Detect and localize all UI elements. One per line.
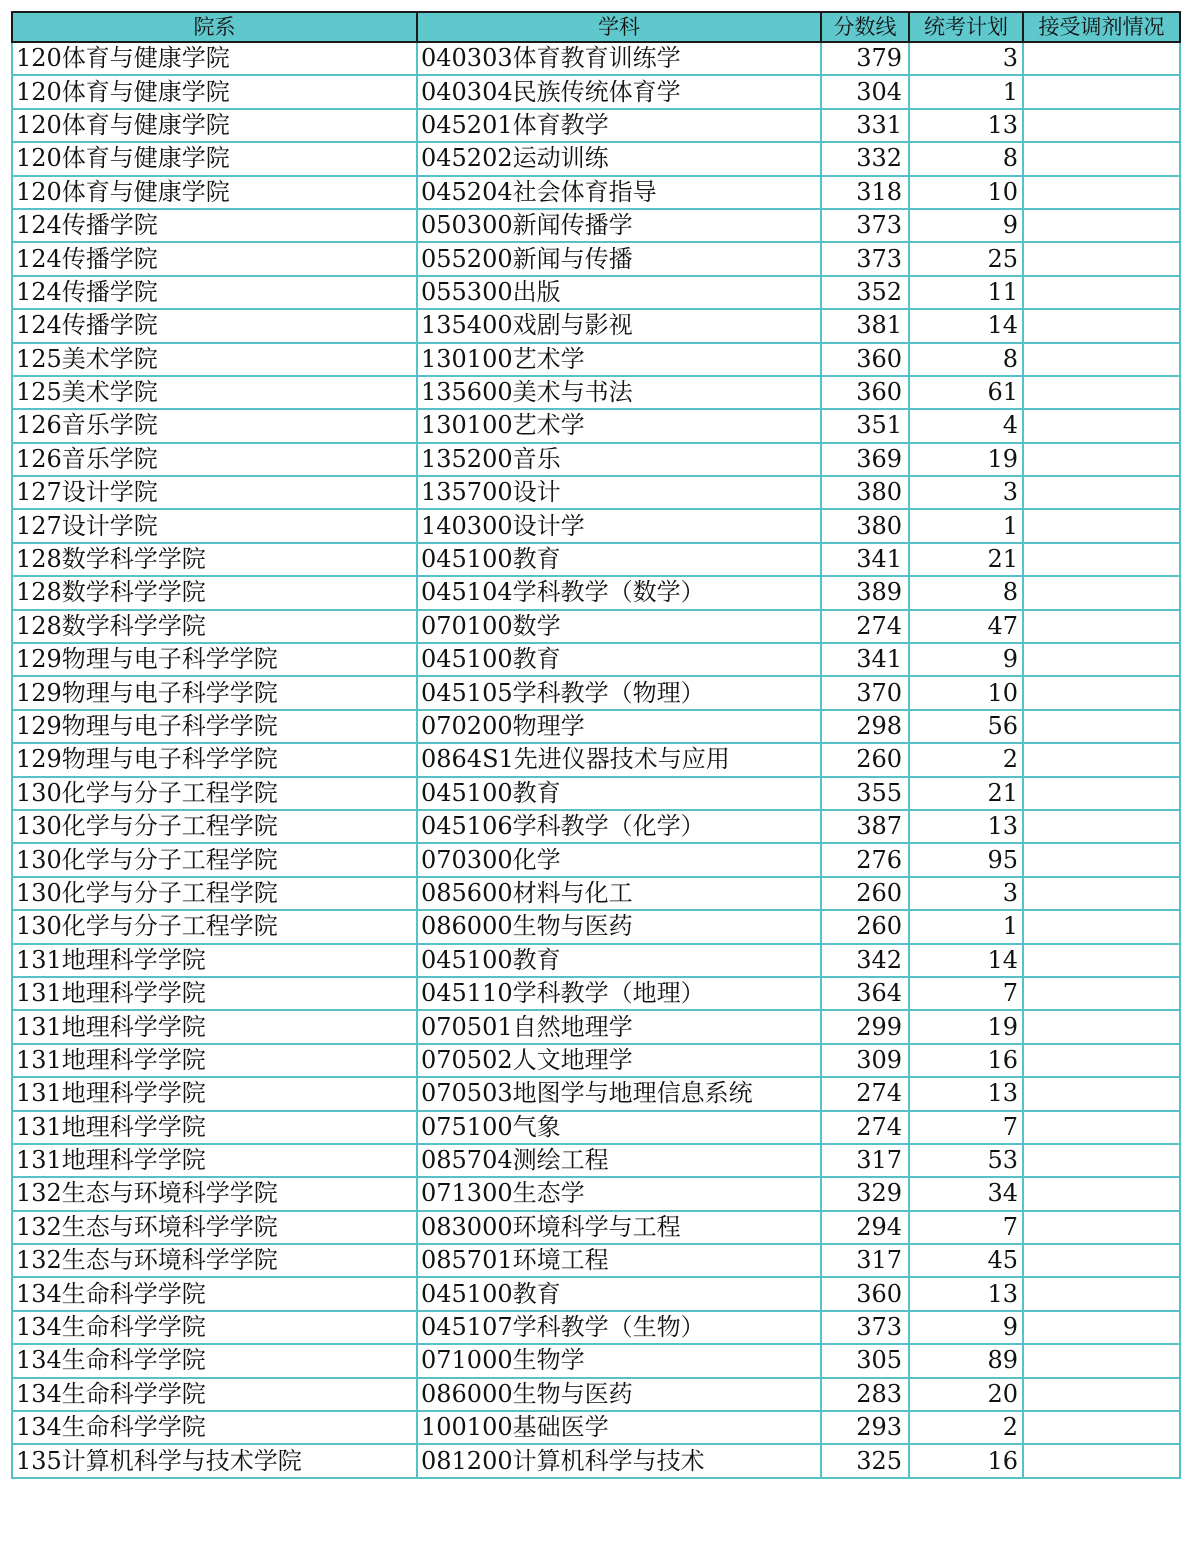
plan-cell[interactable]: 7 <box>909 1111 1023 1144</box>
adjustment-cell[interactable] <box>1023 944 1180 977</box>
score-cell[interactable]: 355 <box>821 777 909 810</box>
department-cell[interactable]: 134生命科学学院 <box>12 1311 417 1344</box>
department-cell[interactable]: 132生态与环境科学学院 <box>12 1244 417 1277</box>
plan-cell[interactable]: 56 <box>909 710 1023 743</box>
score-cell[interactable]: 341 <box>821 643 909 676</box>
table-row <box>12 1411 1180 1444</box>
table-row <box>12 242 1180 275</box>
subject-cell[interactable]: 071000生物学 <box>417 1344 821 1377</box>
table-row <box>12 75 1180 108</box>
plan-cell[interactable]: 1 <box>909 75 1023 108</box>
plan-cell[interactable]: 2 <box>909 743 1023 776</box>
header-adjustment[interactable]: 接受调剂情况 <box>1023 12 1180 42</box>
adjustment-cell[interactable] <box>1023 1277 1180 1310</box>
table-row <box>12 1344 1180 1377</box>
table-row <box>12 276 1180 309</box>
department-cell[interactable]: 128数学科学学院 <box>12 543 417 576</box>
department-cell[interactable]: 130化学与分子工程学院 <box>12 843 417 876</box>
subject-cell[interactable]: 075100气象 <box>417 1111 821 1144</box>
plan-cell[interactable]: 53 <box>909 1144 1023 1177</box>
table-row <box>12 1277 1180 1310</box>
department-cell[interactable]: 130化学与分子工程学院 <box>12 810 417 843</box>
score-cell[interactable]: 276 <box>821 843 909 876</box>
department-cell[interactable]: 130化学与分子工程学院 <box>12 910 417 943</box>
table-row <box>12 1211 1180 1244</box>
table-row <box>12 142 1180 175</box>
adjustment-cell[interactable] <box>1023 1010 1180 1043</box>
adjustment-cell[interactable] <box>1023 1378 1180 1411</box>
subject-cell[interactable]: 070200物理学 <box>417 710 821 743</box>
subject-cell[interactable]: 083000环境科学与工程 <box>417 1211 821 1244</box>
subject-cell[interactable]: 135700设计 <box>417 476 821 509</box>
plan-cell[interactable]: 14 <box>909 309 1023 342</box>
subject-cell[interactable]: 070100数学 <box>417 610 821 643</box>
score-cell[interactable]: 317 <box>821 1244 909 1277</box>
score-cell[interactable]: 329 <box>821 1177 909 1210</box>
subject-cell[interactable]: 070300化学 <box>417 843 821 876</box>
score-cell[interactable]: 305 <box>821 1344 909 1377</box>
subject-cell[interactable]: 086000生物与医药 <box>417 910 821 943</box>
table-row <box>12 944 1180 977</box>
table-row <box>12 1311 1180 1344</box>
plan-cell[interactable]: 10 <box>909 176 1023 209</box>
subject-cell[interactable]: 045105学科教学（物理） <box>417 676 821 709</box>
adjustment-cell[interactable] <box>1023 476 1180 509</box>
department-cell[interactable]: 125美术学院 <box>12 343 417 376</box>
score-cell[interactable]: 299 <box>821 1010 909 1043</box>
adjustment-cell[interactable] <box>1023 276 1180 309</box>
score-cell[interactable]: 293 <box>821 1411 909 1444</box>
adjustment-cell[interactable] <box>1023 777 1180 810</box>
table-row <box>12 843 1180 876</box>
score-cell[interactable]: 360 <box>821 1277 909 1310</box>
score-cell[interactable]: 274 <box>821 610 909 643</box>
subject-cell[interactable]: 135200音乐 <box>417 443 821 476</box>
score-cell[interactable]: 389 <box>821 576 909 609</box>
adjustment-cell[interactable] <box>1023 1211 1180 1244</box>
table-row <box>12 676 1180 709</box>
department-cell[interactable]: 130化学与分子工程学院 <box>12 877 417 910</box>
plan-cell[interactable]: 19 <box>909 1010 1023 1043</box>
subject-cell[interactable]: 040304民族传统体育学 <box>417 75 821 108</box>
table-row <box>12 610 1180 643</box>
table-row <box>12 543 1180 576</box>
adjustment-cell[interactable] <box>1023 743 1180 776</box>
subject-cell[interactable]: 086000生物与医药 <box>417 1378 821 1411</box>
table-row <box>12 309 1180 342</box>
subject-cell[interactable]: 045100教育 <box>417 777 821 810</box>
subject-cell[interactable]: 045104学科教学（数学） <box>417 576 821 609</box>
adjustment-cell[interactable] <box>1023 910 1180 943</box>
subject-cell[interactable]: 071300生态学 <box>417 1177 821 1210</box>
subject-cell[interactable]: 045204社会体育指导 <box>417 176 821 209</box>
table-row <box>12 1177 1180 1210</box>
adjustment-cell[interactable] <box>1023 142 1180 175</box>
table-row <box>12 509 1180 542</box>
plan-cell[interactable]: 21 <box>909 777 1023 810</box>
header-score-line[interactable]: 分数线 <box>821 12 909 42</box>
table-row <box>12 476 1180 509</box>
table-row <box>12 1244 1180 1277</box>
plan-cell[interactable]: 4 <box>909 409 1023 442</box>
adjustment-cell[interactable] <box>1023 1311 1180 1344</box>
plan-cell[interactable]: 9 <box>909 209 1023 242</box>
department-cell[interactable]: 120体育与健康学院 <box>12 176 417 209</box>
subject-cell[interactable]: 100100基础医学 <box>417 1411 821 1444</box>
plan-cell[interactable]: 21 <box>909 543 1023 576</box>
score-cell[interactable]: 380 <box>821 509 909 542</box>
subject-cell[interactable]: 085704测绘工程 <box>417 1144 821 1177</box>
plan-cell[interactable]: 3 <box>909 877 1023 910</box>
plan-cell[interactable]: 11 <box>909 276 1023 309</box>
score-cell[interactable]: 298 <box>821 710 909 743</box>
score-cell[interactable]: 260 <box>821 910 909 943</box>
table-row <box>12 343 1180 376</box>
score-cell[interactable]: 351 <box>821 409 909 442</box>
table-row <box>12 1144 1180 1177</box>
department-cell[interactable]: 125美术学院 <box>12 376 417 409</box>
adjustment-cell[interactable] <box>1023 1411 1180 1444</box>
score-cell[interactable]: 260 <box>821 877 909 910</box>
plan-cell[interactable]: 19 <box>909 443 1023 476</box>
department-cell[interactable]: 128数学科学学院 <box>12 576 417 609</box>
adjustment-cell[interactable] <box>1023 877 1180 910</box>
adjustment-cell[interactable] <box>1023 1244 1180 1277</box>
score-cell[interactable]: 325 <box>821 1444 909 1477</box>
score-cell[interactable]: 380 <box>821 476 909 509</box>
department-cell[interactable]: 131地理科学学院 <box>12 1077 417 1110</box>
subject-cell[interactable]: 135600美术与书法 <box>417 376 821 409</box>
department-cell[interactable]: 134生命科学学院 <box>12 1277 417 1310</box>
department-cell[interactable]: 132生态与环境科学学院 <box>12 1177 417 1210</box>
score-cell[interactable]: 332 <box>821 142 909 175</box>
department-cell[interactable]: 131地理科学学院 <box>12 1144 417 1177</box>
department-cell[interactable]: 126音乐学院 <box>12 409 417 442</box>
score-cell[interactable]: 274 <box>821 1077 909 1110</box>
subject-cell[interactable]: 0864S1先进仪器技术与应用 <box>417 743 821 776</box>
subject-cell[interactable]: 085701环境工程 <box>417 1244 821 1277</box>
header-row <box>12 12 1180 42</box>
score-cell[interactable]: 370 <box>821 676 909 709</box>
adjustment-cell[interactable] <box>1023 376 1180 409</box>
department-cell[interactable]: 124传播学院 <box>12 276 417 309</box>
plan-cell[interactable]: 3 <box>909 42 1023 75</box>
plan-cell[interactable]: 9 <box>909 643 1023 676</box>
adjustment-cell[interactable] <box>1023 576 1180 609</box>
department-cell[interactable]: 132生态与环境科学学院 <box>12 1211 417 1244</box>
score-cell[interactable]: 283 <box>821 1378 909 1411</box>
admission-score-table <box>11 11 1181 1479</box>
department-cell[interactable]: 134生命科学学院 <box>12 1411 417 1444</box>
table-row <box>12 1444 1180 1477</box>
plan-cell[interactable]: 10 <box>909 676 1023 709</box>
score-cell[interactable]: 317 <box>821 1144 909 1177</box>
subject-cell[interactable]: 130100艺术学 <box>417 343 821 376</box>
score-cell[interactable]: 373 <box>821 1311 909 1344</box>
table-row <box>12 1044 1180 1077</box>
plan-cell[interactable]: 89 <box>909 1344 1023 1377</box>
adjustment-cell[interactable] <box>1023 42 1180 75</box>
subject-cell[interactable]: 045201体育教学 <box>417 109 821 142</box>
table-row <box>12 877 1180 910</box>
table-row <box>12 109 1180 142</box>
table-row <box>12 977 1180 1010</box>
adjustment-cell[interactable] <box>1023 343 1180 376</box>
plan-cell[interactable]: 7 <box>909 1211 1023 1244</box>
department-cell[interactable]: 120体育与健康学院 <box>12 142 417 175</box>
plan-cell[interactable]: 8 <box>909 576 1023 609</box>
table-row <box>12 42 1180 75</box>
subject-cell[interactable]: 085600材料与化工 <box>417 877 821 910</box>
adjustment-cell[interactable] <box>1023 977 1180 1010</box>
subject-cell[interactable]: 055200新闻与传播 <box>417 242 821 275</box>
department-cell[interactable]: 124传播学院 <box>12 309 417 342</box>
table-row <box>12 1111 1180 1144</box>
department-cell[interactable]: 135计算机科学与技术学院 <box>12 1444 417 1477</box>
plan-cell[interactable]: 20 <box>909 1378 1023 1411</box>
adjustment-cell[interactable] <box>1023 843 1180 876</box>
department-cell[interactable]: 129物理与电子科学学院 <box>12 710 417 743</box>
table-row <box>12 376 1180 409</box>
adjustment-cell[interactable] <box>1023 1111 1180 1144</box>
adjustment-cell[interactable] <box>1023 676 1180 709</box>
department-cell[interactable]: 129物理与电子科学学院 <box>12 643 417 676</box>
header-subject[interactable]: 学科 <box>417 12 821 42</box>
table-row <box>12 176 1180 209</box>
plan-cell[interactable]: 13 <box>909 1277 1023 1310</box>
plan-cell[interactable]: 13 <box>909 109 1023 142</box>
plan-cell[interactable]: 13 <box>909 810 1023 843</box>
department-cell[interactable]: 131地理科学学院 <box>12 977 417 1010</box>
plan-cell[interactable]: 16 <box>909 1044 1023 1077</box>
department-cell[interactable]: 129物理与电子科学学院 <box>12 743 417 776</box>
adjustment-cell[interactable] <box>1023 710 1180 743</box>
adjustment-cell[interactable] <box>1023 1444 1180 1477</box>
adjustment-cell[interactable] <box>1023 409 1180 442</box>
subject-cell[interactable]: 130100艺术学 <box>417 409 821 442</box>
table-row <box>12 1077 1180 1110</box>
subject-cell[interactable]: 045100教育 <box>417 1277 821 1310</box>
subject-cell[interactable]: 045100教育 <box>417 643 821 676</box>
adjustment-cell[interactable] <box>1023 209 1180 242</box>
header-department[interactable]: 院系 <box>12 12 417 42</box>
adjustment-cell[interactable] <box>1023 109 1180 142</box>
header-plan[interactable]: 统考计划 <box>909 12 1023 42</box>
score-cell[interactable]: 341 <box>821 543 909 576</box>
subject-cell[interactable]: 135400戏剧与影视 <box>417 309 821 342</box>
score-cell[interactable]: 364 <box>821 977 909 1010</box>
department-cell[interactable]: 131地理科学学院 <box>12 944 417 977</box>
plan-cell[interactable]: 8 <box>909 142 1023 175</box>
subject-cell[interactable]: 040303体育教育训练学 <box>417 42 821 75</box>
score-cell[interactable]: 373 <box>821 242 909 275</box>
score-cell[interactable]: 369 <box>821 443 909 476</box>
department-cell[interactable]: 124传播学院 <box>12 242 417 275</box>
department-cell[interactable]: 127设计学院 <box>12 476 417 509</box>
score-cell[interactable]: 379 <box>821 42 909 75</box>
plan-cell[interactable]: 14 <box>909 944 1023 977</box>
plan-cell[interactable]: 9 <box>909 1311 1023 1344</box>
plan-cell[interactable]: 2 <box>909 1411 1023 1444</box>
score-cell[interactable]: 260 <box>821 743 909 776</box>
department-cell[interactable]: 120体育与健康学院 <box>12 42 417 75</box>
plan-cell[interactable]: 1 <box>909 509 1023 542</box>
table-row <box>12 643 1180 676</box>
table-row <box>12 209 1180 242</box>
subject-cell[interactable]: 045100教育 <box>417 944 821 977</box>
table-row <box>12 710 1180 743</box>
subject-cell[interactable]: 055300出版 <box>417 276 821 309</box>
score-cell[interactable]: 318 <box>821 176 909 209</box>
table-row <box>12 1378 1180 1411</box>
department-cell[interactable]: 126音乐学院 <box>12 443 417 476</box>
plan-cell[interactable]: 95 <box>909 843 1023 876</box>
department-cell[interactable]: 130化学与分子工程学院 <box>12 777 417 810</box>
adjustment-cell[interactable] <box>1023 1144 1180 1177</box>
table-row <box>12 810 1180 843</box>
table-row <box>12 743 1180 776</box>
adjustment-cell[interactable] <box>1023 1344 1180 1377</box>
plan-cell[interactable]: 16 <box>909 1444 1023 1477</box>
subject-cell[interactable]: 045202运动训练 <box>417 142 821 175</box>
score-cell[interactable]: 294 <box>821 1211 909 1244</box>
score-cell[interactable]: 360 <box>821 376 909 409</box>
plan-cell[interactable]: 1 <box>909 910 1023 943</box>
score-cell[interactable]: 304 <box>821 75 909 108</box>
department-cell[interactable]: 120体育与健康学院 <box>12 109 417 142</box>
department-cell[interactable]: 128数学科学学院 <box>12 610 417 643</box>
department-cell[interactable]: 127设计学院 <box>12 509 417 542</box>
adjustment-cell[interactable] <box>1023 443 1180 476</box>
subject-cell[interactable]: 070503地图学与地理信息系统 <box>417 1077 821 1110</box>
score-cell[interactable]: 274 <box>821 1111 909 1144</box>
subject-cell[interactable]: 045106学科教学（化学） <box>417 810 821 843</box>
score-cell[interactable]: 373 <box>821 209 909 242</box>
adjustment-cell[interactable] <box>1023 643 1180 676</box>
subject-cell[interactable]: 081200计算机科学与技术 <box>417 1444 821 1477</box>
subject-cell[interactable]: 070502人文地理学 <box>417 1044 821 1077</box>
adjustment-cell[interactable] <box>1023 242 1180 275</box>
score-cell[interactable]: 342 <box>821 944 909 977</box>
subject-cell[interactable]: 045110学科教学（地理） <box>417 977 821 1010</box>
score-cell[interactable]: 331 <box>821 109 909 142</box>
adjustment-cell[interactable] <box>1023 1177 1180 1210</box>
plan-cell[interactable]: 13 <box>909 1077 1023 1110</box>
table-row <box>12 443 1180 476</box>
adjustment-cell[interactable] <box>1023 176 1180 209</box>
score-cell[interactable]: 360 <box>821 343 909 376</box>
adjustment-cell[interactable] <box>1023 1077 1180 1110</box>
adjustment-cell[interactable] <box>1023 610 1180 643</box>
plan-cell[interactable]: 47 <box>909 610 1023 643</box>
department-cell[interactable]: 134生命科学学院 <box>12 1378 417 1411</box>
table-row <box>12 1010 1180 1043</box>
score-cell[interactable]: 387 <box>821 810 909 843</box>
table-row <box>12 576 1180 609</box>
plan-cell[interactable]: 3 <box>909 476 1023 509</box>
subject-cell[interactable]: 045107学科教学（生物） <box>417 1311 821 1344</box>
adjustment-cell[interactable] <box>1023 75 1180 108</box>
subject-cell[interactable]: 070501自然地理学 <box>417 1010 821 1043</box>
score-cell[interactable]: 381 <box>821 309 909 342</box>
department-cell[interactable]: 120体育与健康学院 <box>12 75 417 108</box>
plan-cell[interactable]: 61 <box>909 376 1023 409</box>
subject-cell[interactable]: 050300新闻传播学 <box>417 209 821 242</box>
subject-cell[interactable]: 140300设计学 <box>417 509 821 542</box>
adjustment-cell[interactable] <box>1023 810 1180 843</box>
subject-cell[interactable]: 045100教育 <box>417 543 821 576</box>
adjustment-cell[interactable] <box>1023 1044 1180 1077</box>
table-row <box>12 777 1180 810</box>
plan-cell[interactable]: 25 <box>909 242 1023 275</box>
table-row <box>12 910 1180 943</box>
adjustment-cell[interactable] <box>1023 543 1180 576</box>
department-cell[interactable]: 131地理科学学院 <box>12 1044 417 1077</box>
score-cell[interactable]: 309 <box>821 1044 909 1077</box>
department-cell[interactable]: 131地理科学学院 <box>12 1111 417 1144</box>
adjustment-cell[interactable] <box>1023 309 1180 342</box>
plan-cell[interactable]: 45 <box>909 1244 1023 1277</box>
department-cell[interactable]: 129物理与电子科学学院 <box>12 676 417 709</box>
table-body <box>12 42 1180 1478</box>
table-row <box>12 409 1180 442</box>
plan-cell[interactable]: 8 <box>909 343 1023 376</box>
plan-cell[interactable]: 34 <box>909 1177 1023 1210</box>
department-cell[interactable]: 124传播学院 <box>12 209 417 242</box>
department-cell[interactable]: 131地理科学学院 <box>12 1010 417 1043</box>
score-cell[interactable]: 352 <box>821 276 909 309</box>
adjustment-cell[interactable] <box>1023 509 1180 542</box>
plan-cell[interactable]: 7 <box>909 977 1023 1010</box>
department-cell[interactable]: 134生命科学学院 <box>12 1344 417 1377</box>
